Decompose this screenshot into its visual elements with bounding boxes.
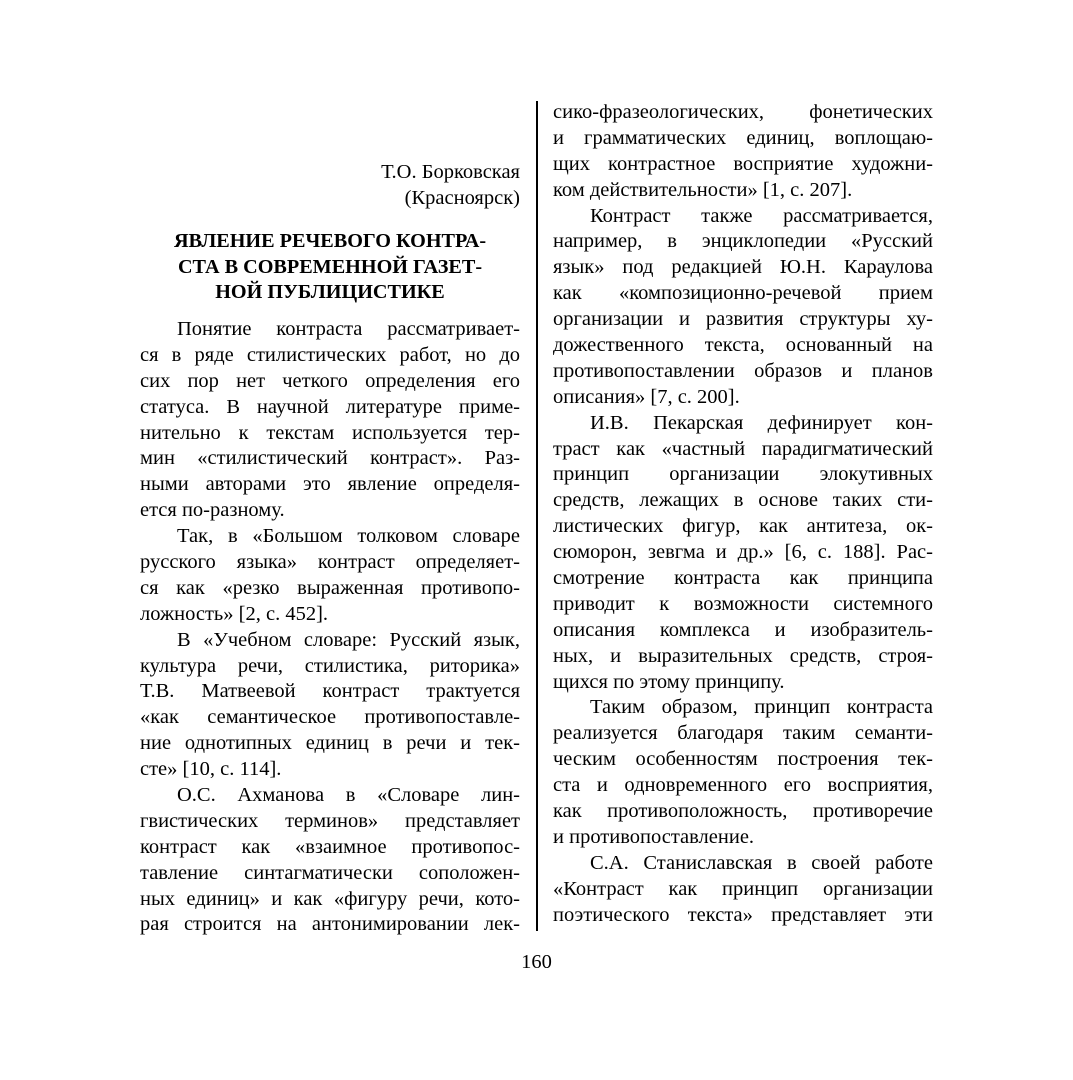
text-line: реализуется благодаря таким семанти-: [553, 722, 933, 745]
text-line: щих контрастное восприятие художни-: [553, 152, 933, 175]
text-line: и противопоставление.: [553, 825, 755, 848]
right-column: [553, 100, 933, 929]
text-line: гвистических терминов» представляет: [140, 809, 520, 832]
left-column: [140, 317, 520, 938]
text-line: «Контраст как принцип организации: [553, 877, 933, 900]
text-line: листических фигур, как антитеза, ок-: [553, 515, 933, 538]
text-line: статуса. В научной литературе приме-: [140, 395, 520, 418]
text-line: И.В. Пекарская дефинирует кон-: [590, 411, 933, 434]
text-line: рая строится на антонимировании лек-: [140, 913, 520, 936]
title-line: НОЙ ПУБЛИЦИСТИКЕ: [215, 281, 445, 304]
text-line: Понятие контраста рассматривает-: [177, 318, 520, 340]
text-line: сте» [10, с. 114].: [140, 758, 282, 781]
text-line: средств, лежащих в основе таких сти-: [553, 489, 933, 512]
text-line: С.А. Станиславская в своей работе: [590, 851, 933, 874]
text-line: организации и развития структуры ху-: [553, 308, 933, 331]
text-line: О.С. Ахманова в «Словаре лин-: [177, 784, 520, 807]
text-line: например, в энциклопедии «Русский: [553, 230, 933, 253]
text-line: траст как «частный парадигматический: [553, 437, 933, 460]
author-block: [140, 160, 520, 212]
text-line: дожественного текста, основанный на: [553, 334, 933, 357]
author-city: (Красноярск): [404, 186, 520, 209]
text-line: описания» [7, с. 200].: [553, 385, 740, 408]
text-line: В «Учебном словаре: Русский язык,: [177, 628, 520, 651]
text-line: приводит к возможности системного: [553, 592, 933, 615]
text-line: смотрение контраста как принципа: [553, 567, 933, 590]
text-line: язык» под редакцией Ю.Н. Караулова: [553, 256, 933, 279]
text-line: щихся по этому принципу.: [553, 670, 785, 693]
text-line: ложность» [2, с. 452].: [140, 602, 329, 625]
text-line: ся в ряде стилистических работ, но до: [140, 343, 520, 366]
text-line: ных единиц» и как «фигуру речи, кото-: [140, 887, 520, 910]
text-line: ными авторами это явление определя-: [140, 473, 520, 496]
column-divider: [536, 101, 538, 931]
text-line: контраст как «взаимное противопос-: [140, 835, 520, 858]
text-line: ста и одновременного его восприятия,: [553, 774, 933, 797]
text-line: поэтического текста» представляет эти: [553, 903, 933, 926]
text-line: «как семантическое противопоставле-: [140, 706, 520, 729]
text-line: сюморон, зевгма и др.» [6, с. 188]. Рас-: [553, 541, 933, 564]
article-title: [140, 229, 520, 306]
text-line: Т.В. Матвеевой контраст трактуется: [140, 680, 520, 703]
text-line: сих пор нет четкого определения его: [140, 369, 520, 392]
text-line: ных, и выразительных средств, строя-: [553, 644, 933, 667]
text-line: ется по-разному.: [140, 499, 285, 522]
text-line: мин «стилистический контраст». Раз-: [140, 447, 520, 470]
text-line: и грамматических единиц, воплощаю-: [553, 126, 933, 149]
text-line: культура речи, стилистика, риторика»: [140, 654, 520, 677]
text-line: сико-фразеологических, фонетических: [553, 101, 933, 123]
text-line: нительно к текстам используется тер-: [140, 421, 520, 444]
text-line: ческим особенностям построения тек-: [553, 748, 933, 771]
page-number: 160: [521, 951, 552, 973]
text-line: ся как «резко выраженная противопо-: [140, 576, 520, 599]
text-line: как противоположность, противоречие: [553, 800, 933, 823]
text-line: ние однотипных единиц в речи и тек-: [140, 732, 520, 755]
text-line: Так, в «Большом толковом словаре: [177, 525, 520, 548]
author-name: Т.О. Борковская: [381, 161, 520, 183]
text-line: русского языка» контраст определяет-: [140, 551, 520, 574]
title-line: СТА В СОВРЕМЕННОЙ ГАЗЕТ-: [177, 255, 483, 278]
text-line: как «композиционно-речевой прием: [553, 282, 933, 305]
text-line: Контраст также рассматривается,: [590, 204, 933, 227]
text-line: принцип организации элокутивных: [553, 463, 933, 486]
text-line: Таким образом, принцип контраста: [590, 696, 933, 719]
title-line: ЯВЛЕНИЕ РЕЧЕВОГО КОНТРА-: [173, 230, 487, 252]
text-line: тавление синтагматически соположен-: [140, 861, 520, 884]
text-line: описания комплекса и изобразитель-: [553, 618, 933, 641]
text-line: ком действительности» [1, с. 207].: [553, 178, 853, 201]
text-line: противопоставлении образов и планов: [553, 359, 933, 382]
